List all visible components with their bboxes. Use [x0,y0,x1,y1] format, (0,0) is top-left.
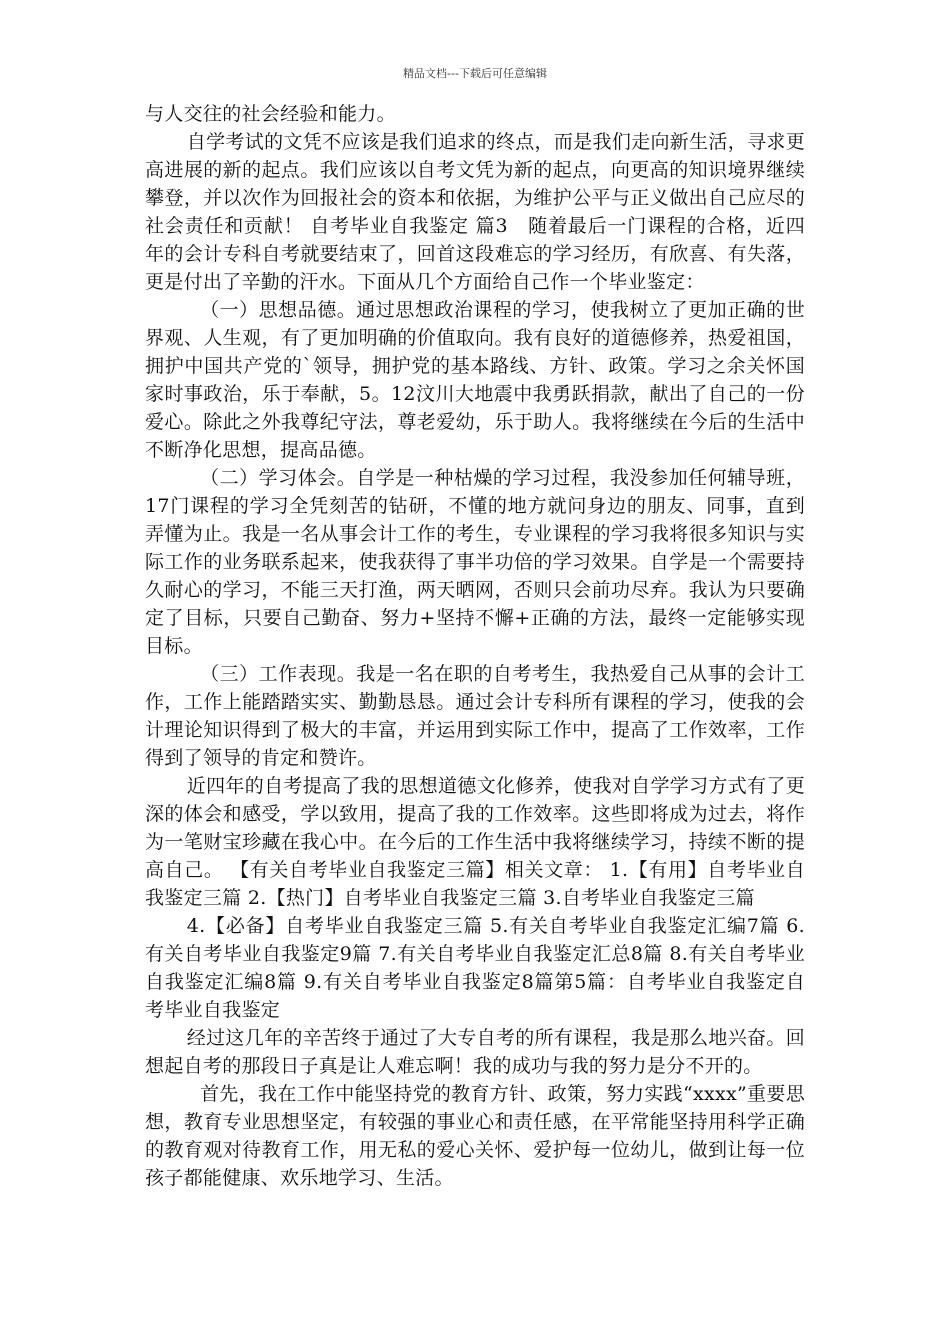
page-header: 精品文档---下载后可任意编辑 [403,67,547,80]
paragraph: （三）工作表现。我是一名在职的自考考生，我热爱自己从事的会计工作，工作上能踏踏实实、勤勤恳恳。通过会计专科所有课程的学习，使我的会计理论知识得到了极大的丰富，并运用到实际工作中，提高了工作效率，工作得到了领导的肯定和赞许。 [145,663,805,769]
paragraph: 经过这几年的辛苦终于通过了大专自考的所有课程，我是那么地兴奋。回想起自考的那段日子真是让人难忘啊！我的成功与我的努力是分不开的。 [145,1027,805,1077]
paragraph: 首先，我在工作中能坚持党的教育方针、政策，努力实践“xxxx”重要思想，教育专业思想坚定，有较强的事业心和责任感，在平常能坚持用科学正确的教育观对待教育工作，用无私的爱心关怀、爱护每一位幼儿，做到让每一位孩子都能健康、欢乐地学习、生活。 [145,1083,805,1189]
paragraph: 4.【必备】自考毕业自我鉴定三篇 5.有关自考毕业自我鉴定汇编7篇 6.有关自考毕业自我鉴定9篇 7.有关自考毕业自我鉴定汇总8篇 8.有关自考毕业自我鉴定汇编8篇 9.有关自考毕业自我鉴定8篇第5篇：自考毕业自我鉴定自考毕业自我鉴定 [145,915,805,1021]
paragraph: （二）学习体会。自学是一种枯燥的学习过程，我没参加任何辅导班，17门课程的学习全凭刻苦的钻研，不懂的地方就问身边的朋友、同事，直到弄懂为止。我是一名从事会计工作的考生，专业课程的学习我将很多知识与实际工作的业务联系起来，使我获得了事半功倍的学习效果。自学是一个需要持久耐心的学习，不能三天打渔，两天晒网，否则只会前功尽弃。我认为只要确定了目标，只要自己勤奋、努力+坚持不懈+正确的方法，最终一定能够实现目标。 [145,467,805,657]
document-body [145,100,805,1192]
paragraph: 近四年的自考提高了我的思想道德文化修养，使我对自学学习方式有了更深的体会和感受，学以致用，提高了我的工作效率。这些即将成为过去，将作为一笔财宝珍藏在我心中。在今后的工作生活中我将继续学习，持续不断的提高自己。 【有关自考毕业自我鉴定三篇】相关文章： 1.【有用】自考毕业自我鉴定三篇 2.【热门】自考毕业自我鉴定三篇 3.自考毕业自我鉴定三篇 [145,775,805,909]
paragraph: （一）思想品德。通过思想政治课程的学习，使我树立了更加正确的世界观、人生观，有了更加明确的价值取向。我有良好的道德修养，热爱祖国，拥护中国共产党的`领导，拥护党的基本路线、方针、政策。学习之余关怀国家时事政治，乐于奉献，5。12汶川大地震中我勇跃捐款，献出了自己的一份爱心。除此之外我尊纪守法，尊老爱幼，乐于助人。我将继续在今后的生活中不断净化思想，提高品德。 [145,299,805,461]
paragraph: 自学考试的文凭不应该是我们追求的终点，而是我们走向新生活，寻求更高进展的新的起点。我们应该以自考文凭为新的起点，向更高的知识境界继续攀登，并以次作为回报社会的资本和依据，为维护公平与正义做出自己应尽的社会责任和贡献！ 自考毕业自我鉴定 篇3 随着最后一门课程的合格，近四年的会计专科自考就要结束了，回首这段难忘的学习经历，有欣喜、有失落，更是付出了辛勤的汗水。下面从几个方面给自己作一个毕业鉴定： [145,131,805,293]
paragraph: 与人交往的社会经验和能力。 [145,103,396,125]
